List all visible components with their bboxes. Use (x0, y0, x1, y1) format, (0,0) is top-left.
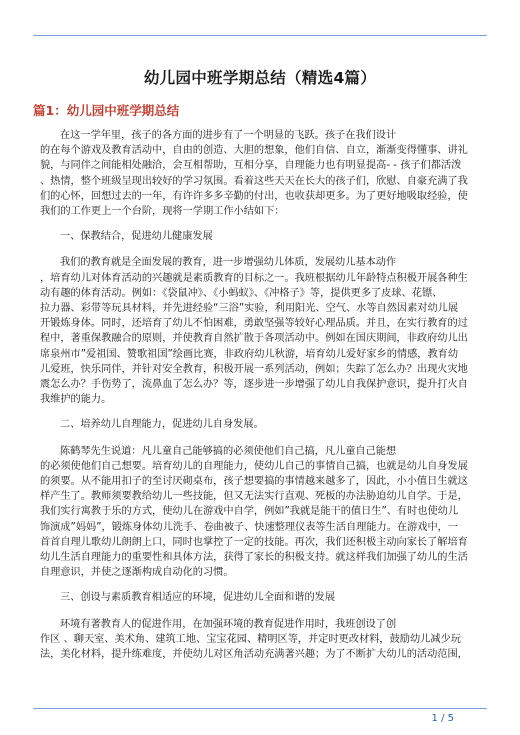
paragraph-health (40, 255, 480, 407)
text-line: 作区 、聊天室、美术角、建筑工地、宝宝花园、精明区等，并定时更改材料，鼓励幼儿减少玩 (40, 633, 461, 645)
text-line: 饰演成”妈妈”，锻炼身体幼儿洗手、卷曲被子、快速整理仪表等生活自理能力。在游戏中，一 (40, 521, 459, 533)
text-line: 样产生了。教师须要教给幼儿一些技能，但又无法实行直观、死板的办法胁迫幼儿自学。于是， (40, 491, 468, 503)
subheading-health: 一、保教结合，促进幼儿健康发展 (60, 231, 213, 243)
intro-paragraph (40, 128, 480, 219)
paragraph-environment (40, 617, 480, 663)
subheading-self-care: 二、培养幼儿自理能力，促进幼儿自身发展。 (60, 419, 264, 431)
text-line: 我们的工作更上一个台阶，现将一学期工作小结如下： (40, 206, 285, 218)
text-line: 陈鹤琴先生说道：凡儿童自己能够搞的必须使他们自己搞，凡儿童自己能想 (60, 445, 397, 457)
text-line: 我维护的能力。 (40, 394, 112, 406)
text-line: 儿爱班，快乐同伴，并针对安全教育，积极开展一系列活动，例如；失踪了怎么办？出现火灾地 (40, 363, 468, 375)
text-line: 幼儿生活自理能力的重要性和具体方法，获得了家长的积极支持。就这样我们加强了幼儿的生活 (40, 552, 468, 564)
text-line: 在这一学年里，孩子的各方面的进步有了一个明显的飞跃。孩子在我们设计 (60, 130, 397, 141)
document-body (40, 128, 480, 672)
header-rule (33, 35, 487, 36)
text-line: 席泉州市”爱祖国、赞歌祖国”绘画比赛，非政府幼儿秋游，培育幼儿爱好家乡的情感，教育幼 (40, 348, 459, 360)
text-line: 法，美化材料，提升练难度，并使幼儿对区角活动充满著兴趣；为了不断扩大幼儿的活动范围， (40, 649, 468, 661)
text-line: 程中，著重保教融合的原则，并使教育自然扩散于各项活动中。例如在国庆期间，非政府幼儿出 (40, 333, 468, 345)
text-line: 首首自理儿歌幼儿朗朗上口，同时也掌控了一定的技能。再次，我们还积极主动向家长了解培育 (40, 536, 468, 548)
text-line: 开锻炼身体。同时，还培育了幼儿不怕困难，勇敢坚强等较好心理品质。并且，在实行教育的过 (40, 318, 468, 330)
text-line: ，培育幼儿对体育活动的兴趣就是素质教育的目标之一。我班根据幼儿年龄特点积极开展各种生 (40, 272, 468, 284)
text-line: 貌，与同伴之间能相处融洽，会互相帮助，互相分享，自理能力也有明显提高- - 孩子们都活泼 (40, 160, 462, 172)
text-line: 环境有著教育人的促进作用，在加强环境的教育促进作用时，我班创设了创 (60, 618, 397, 630)
paragraph-self-care (40, 444, 480, 581)
text-line: 我们的教育就是全面发展的教育，进一步增强幼儿体质，发展幼儿基本动作 (60, 257, 397, 269)
document-title: 幼儿园中班学期总结（精选4篇） (143, 69, 377, 87)
text-line: 、热情，整个班级呈现出较好的学习氛围。看着这些天天在长大的孩子们，欣慰、自豪充满了我 (40, 175, 468, 187)
page-number: 1 / 5 (431, 713, 454, 724)
text-line: 我们实行寓教于乐的方式，使幼儿在游戏中自学，例如”我就是能干的值日生”、有时也使幼儿 (40, 506, 459, 518)
subheading-environment: 三、创设与素质教育相适应的环境，促进幼儿全面和谐的发展 (60, 592, 336, 604)
section-heading: 篇1：幼儿园中班学期总结 (33, 103, 180, 118)
text-line: 们的心怀，回想过去的一年，有许许多多辛勤的付出，也收获却更多。为了更好地吸取经验，使 (40, 190, 468, 202)
text-line: 的须要。从不能用扣子的至讨厌砌桌布，孩子想要搞的事情越来越多了，因此，小小值日生就这 (40, 476, 468, 488)
text-line: 震怎么办？手伤势了，流鼻血了怎么办？等，逐步进一步增强了幼儿自我保护意识，提升打火自 (40, 379, 468, 391)
text-line: 的必须使他们自己想要。培育幼儿的自理能力，使幼儿自己的事情自己搞，也就是幼儿自身发展 (40, 460, 468, 472)
text-line: 自理意识，并使之逐渐构成自动化的习惯。 (40, 567, 234, 579)
footer-rule (33, 708, 487, 709)
text-line: 动有趣的体育活动。例如：《袋鼠冲》、《小蚂蚁》、《冲格子》等，提供更多了皮球、花镖、 (40, 287, 443, 299)
text-line: 的在每个游戏及教育活动中，自由的创造、大胆的想象，他们自信、自立，渐渐变得懂事、讲礼 (40, 145, 468, 157)
text-line: 拉力器、彩带等玩具材料，并先进经验“三浴”实验，利用阳光、空气、水等自然因素对幼儿展 (40, 303, 459, 315)
